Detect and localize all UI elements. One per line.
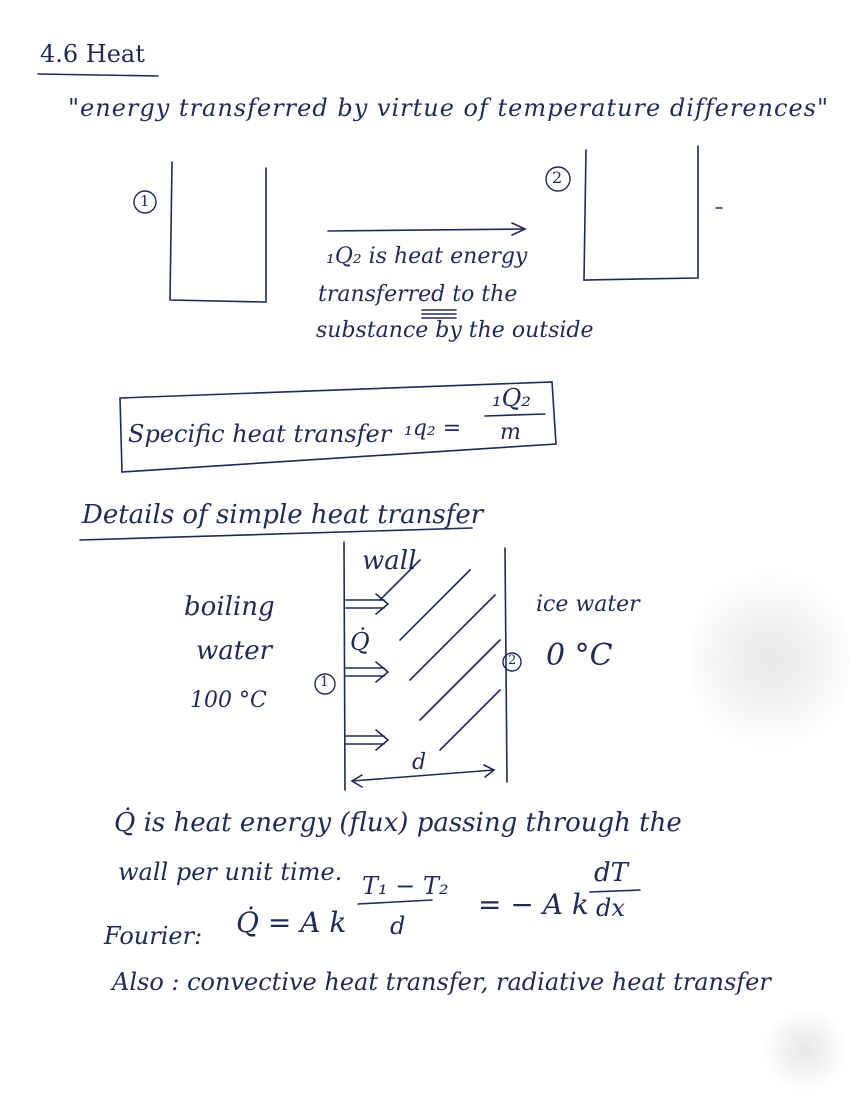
hot-side-line-1: boiling — [184, 592, 275, 622]
fourier-label: Fourier: — [104, 922, 203, 950]
qdot-definition-line-1: Q̇ is heat energy (flux) passing through the — [114, 808, 682, 838]
fourier-numerator: T₁ − T₂ — [362, 872, 449, 900]
container-1 — [170, 162, 266, 302]
heat-definition: "energy transferred by virtue of temperature differences" — [68, 94, 830, 122]
heat-flow-arrow — [346, 594, 388, 614]
fourier-fraction-bar — [358, 900, 432, 904]
wall-left-face — [344, 542, 345, 790]
fourier-lhs: Q̇ = A k — [236, 906, 347, 939]
container-2 — [584, 146, 698, 280]
hot-side-line-3: 100 °C — [190, 688, 267, 713]
transfer-arrow — [328, 229, 525, 231]
container-2-label: 2 — [552, 168, 563, 187]
wall-hatch — [440, 690, 500, 750]
thickness-label: d — [412, 750, 427, 775]
hot-side-line-2: water — [196, 636, 273, 666]
heat-note-line-3: substance by the outside — [316, 318, 594, 343]
fourier-gradient-form: = − A k — [478, 888, 589, 921]
page-heading: 4.6 Heat — [40, 40, 145, 68]
point-1-label: 1 — [320, 674, 329, 690]
wall-hatch — [420, 640, 500, 720]
heat-note-line-1: ₁Q₂ is heat energy — [326, 244, 528, 269]
cold-side-line-1: ice water — [536, 592, 640, 617]
fourier-numerator-2: dT — [594, 858, 628, 888]
container-1-label: 1 — [140, 192, 150, 210]
specific-heat-numerator: ₁Q₂ — [492, 384, 531, 412]
qdot-symbol: Q̇ — [350, 628, 370, 656]
specific-heat-fraction-bar — [485, 414, 545, 416]
details-heading: Details of simple heat transfer — [82, 500, 484, 530]
heading-underline — [38, 74, 158, 76]
heat-flow-arrow — [346, 662, 388, 682]
specific-heat-lhs: ₁q₂ = — [404, 416, 462, 441]
fourier-denominator: d — [390, 912, 406, 940]
heat-flow-arrow — [346, 730, 388, 750]
qdot-definition-line-2: wall per unit time. — [118, 858, 343, 886]
also-note: Also : convective heat transfer, radiative heat transfer — [112, 968, 771, 996]
wall-hatch — [410, 595, 495, 680]
fourier-fraction-bar-2 — [590, 890, 640, 892]
cold-side-line-2: 0 °C — [546, 638, 613, 673]
specific-heat-denominator: m — [500, 420, 521, 445]
wall-label: wall — [362, 546, 417, 576]
heat-note-line-2: transferred to the — [318, 282, 518, 307]
point-2-label: 2 — [508, 653, 517, 668]
specific-heat-label: Specific heat transfer — [128, 420, 392, 448]
fourier-denominator-2: dx — [596, 894, 625, 922]
wall-right-face — [505, 548, 507, 782]
